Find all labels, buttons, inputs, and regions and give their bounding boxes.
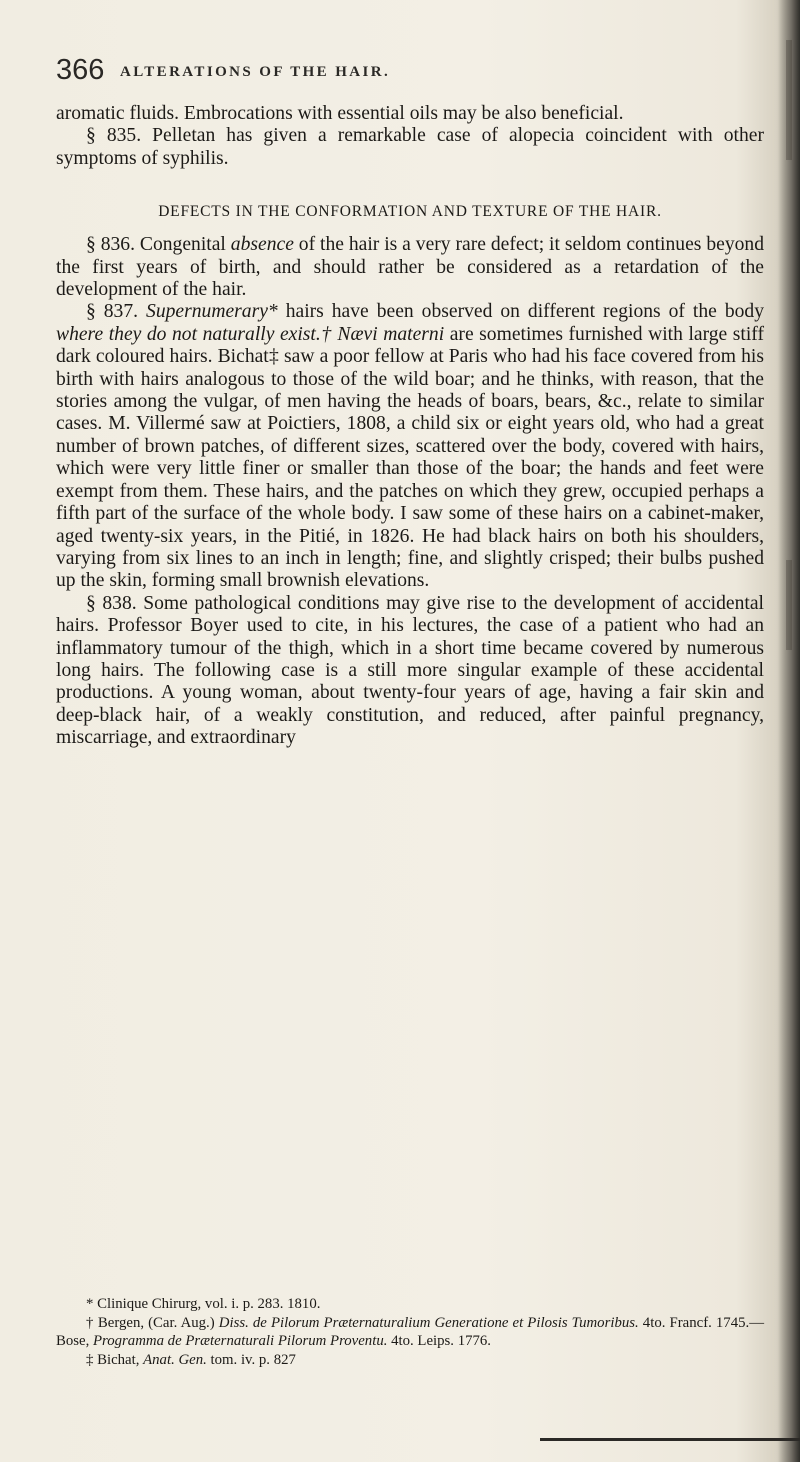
running-head: ALTERATIONS OF THE HAIR. [120,64,391,80]
page-number: 366 [56,54,105,86]
fn3-text-c: tom. iv. p. 827 [206,1351,296,1368]
p837-text-c: hairs have been observed on different regions of the body [277,301,765,323]
paragraph-837 [56,301,764,592]
p836-text-c: of the hair is a very rare defect; it seldom continues beyond the first years of birth, and should rather be considered as a retardation of the development of the hair. [56,234,765,301]
footnote-1: * Clinique Chirurg, vol. i. p. 283. 1810. [86,1296,321,1312]
fn3-title: Anat. Gen. [143,1351,207,1368]
fn2-title-1: Diss. de Pilorum Præternaturalium Generatione et Pilosis Tumoribus. [218,1314,639,1331]
paragraph-838: § 838. Some pathological conditions may give rise to the development of accidental hairs. Professor Boyer used to cite, in his lectures, the case of a patient who had an inflammatory tumour of the thigh, which in a short time became covered by numerous long hairs. The following case is a still more singular example of these accidental productions. A young woman, about twenty-four years of age, having a fair skin and deep-black hair, of a weakly constitution, and reduced, after painful pregnancy, miscarriage, and extraordinary [56,592,764,749]
p837-emphasis-exist: where they do not naturally exist.† [56,323,332,345]
fn2-title-2: Programma de Præternaturali Pilorum Proventu. [93,1333,388,1350]
page-header [56,54,756,94]
section-heading: DEFECTS IN THE CONFORMATION AND TEXTURE OF THE HAIR. [158,203,662,221]
paragraph-836 [56,234,764,301]
p837-emphasis-naevi: Nævi materni [337,323,445,345]
page-edge-shadow [778,0,800,1462]
p836-emphasis: absence [230,234,294,256]
fn2-text-e: 4to. Leips. 1776. [387,1333,491,1350]
body-text [56,103,764,750]
footnote-3 [56,1351,764,1370]
edge-smudge [786,40,792,160]
fn3-text-a: ‡ Bichat, [86,1351,144,1368]
p837-emphasis-supernumerary: Supernumerary* [146,301,278,323]
paragraph-intro: aromatic fluids. Embrocations with essential oils may be also beneficial. [56,103,624,124]
fn2-text-a: † Bergen, (Car. Aug.) [86,1314,219,1331]
footnotes [56,1295,764,1369]
page-bottom-rule [540,1438,800,1441]
edge-smudge [786,560,792,650]
footnote-2 [56,1314,764,1351]
p837-text-g: are sometimes furnished with large stiff dark coloured hairs. Bichat‡ saw a poor fellow at Paris who had his face covered from his birth with hairs analogous to those of the wild boar; and he thinks, with reason, that the stories among the vulgar, of men having the heads of boars, bears, &c., relate to similar cases. M. Villermé saw at Poictiers, 1808, a child six or eight years old, who had a great number of brown patches, of different sizes, scattered over the body, covered with hairs, which were very little finer or smaller than those of the boar; the hands and feet were exempt from them. These hairs, and the patches on which they grew, occupied perhaps a fifth part of the surface of the whole body. I saw some of these hairs on a cabinet-maker, aged twenty-six years, in the Pitié, in 1826. He had black hairs on both his shoulders, varying from six lines to an inch in length; fine, and slightly crisped; their bulbs pushed up the skin, forming small brownish elevations. [56,323,765,592]
p837-text-a: § 837. [86,301,147,323]
paragraph-835: § 835. Pelletan has given a remarkable case of alopecia coincident with other symptoms of syphilis. [56,125,764,169]
fn2-text-c: 4to. Francf. 1745.—Bose, [56,1314,764,1350]
p836-text-a: § 836. Congenital [86,234,231,256]
